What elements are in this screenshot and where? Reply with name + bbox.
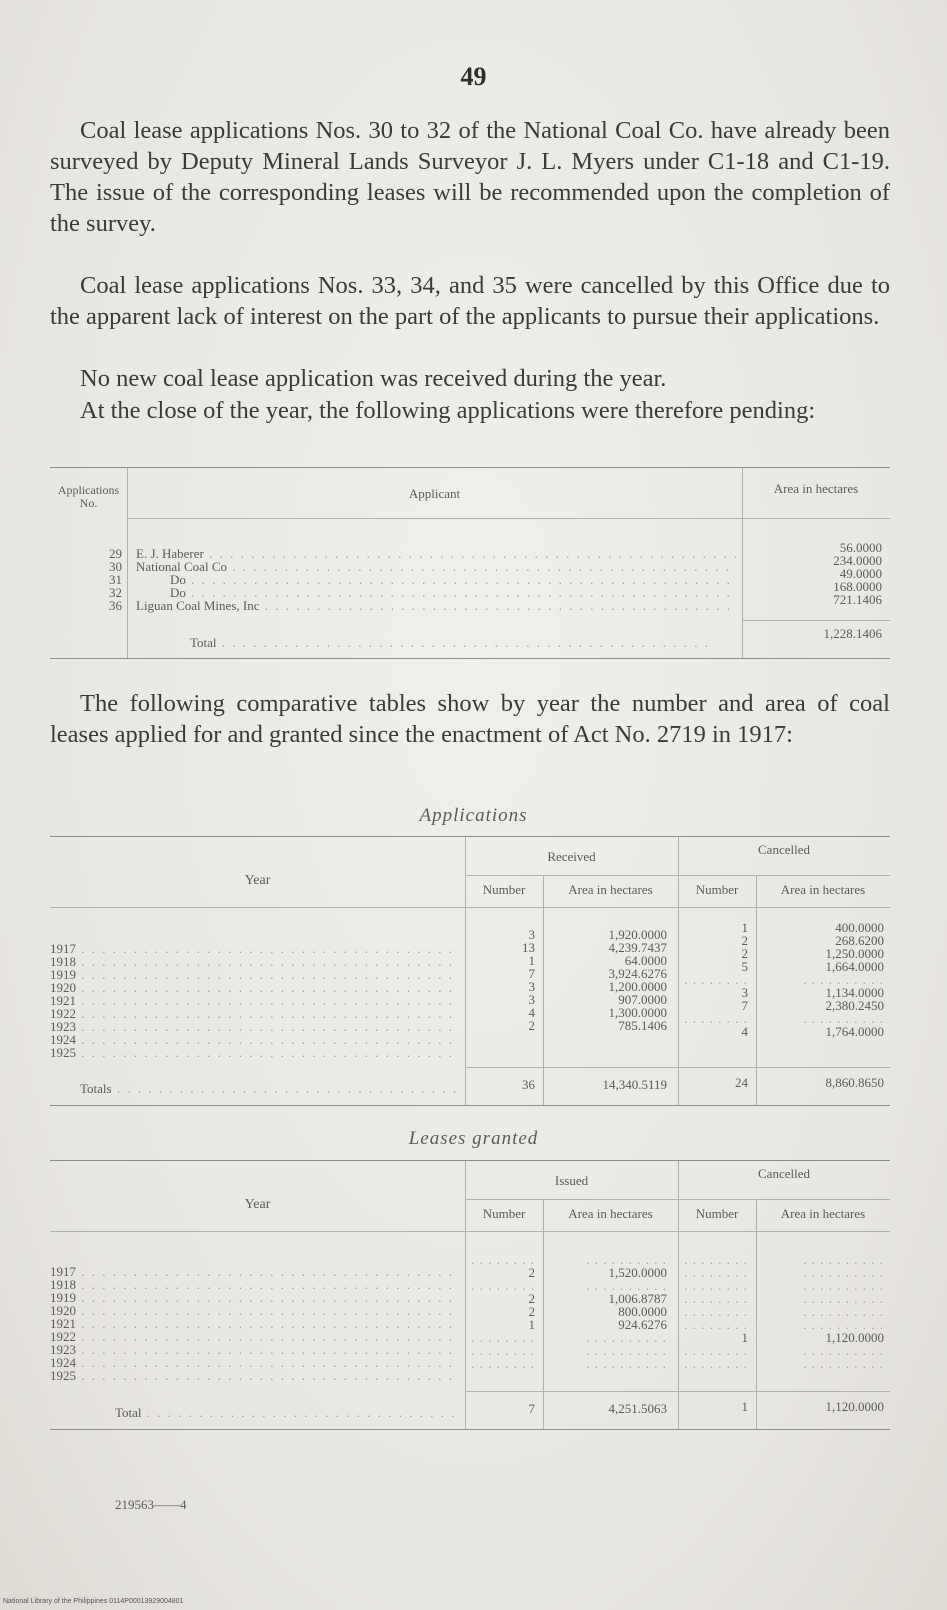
year-label: 1925 <box>50 1369 76 1382</box>
pending-row-number: 29 <box>109 546 122 561</box>
year-label: 1918 <box>50 955 76 968</box>
paragraph-pending-intro: At the close of the year, the following applications were therefore pending: <box>80 397 816 424</box>
pending-row-applicant: National Coal Co <box>136 559 227 574</box>
cancelled-number: . . . . . . . . <box>684 973 748 986</box>
issued-number: 2 <box>528 1304 535 1319</box>
cancelled-number: 4 <box>741 1024 748 1039</box>
year-label: 1919 <box>50 968 76 981</box>
year-row <box>50 1369 460 1382</box>
leases-total-issued-area: 4,251.5063 <box>608 1401 667 1416</box>
leases-cancelled-group-header: Cancelled <box>758 1166 810 1181</box>
received-number: 4 <box>528 1005 535 1020</box>
issued-number: . . . . . . . . <box>471 1331 535 1344</box>
received-number: 1 <box>528 953 535 968</box>
received-number: 3 <box>528 979 535 994</box>
issued-group-header: Issued <box>554 1173 589 1188</box>
pending-row-number: 31 <box>109 572 122 587</box>
received-number: 3 <box>528 927 535 942</box>
issued-number: . . . . . . . . <box>471 1357 535 1370</box>
pending-row-applicant: Do <box>170 572 186 587</box>
paragraph-comparative: The following comparative tables show by year the number and area of coal leases applied for and granted since the enactment of Act No. 2719 in 1917: <box>50 690 890 748</box>
issued-area: 1,520.0000 <box>608 1265 667 1280</box>
lease-cancelled-number: . . . . . . . . <box>684 1357 748 1370</box>
received-number: 2 <box>528 1018 535 1033</box>
lease-cancelled-number: . . . . . . . . <box>684 1292 748 1305</box>
issued-area: 1,006.8787 <box>608 1291 667 1306</box>
cancelled-area: . . . . . . . . . . <box>803 973 884 986</box>
applications-total-cancelled-area: 8,860.8650 <box>825 1075 884 1090</box>
year-row <box>50 981 460 994</box>
lease-cancelled-area: . . . . . . . . . . <box>803 1305 884 1318</box>
cancelled-number: 7 <box>741 998 748 1013</box>
year-row <box>50 942 460 955</box>
issued-area: . . . . . . . . . . <box>586 1253 667 1266</box>
lease-cancelled-number: . . . . . . . . <box>684 1253 748 1266</box>
leases-total-label: Total <box>115 1405 142 1420</box>
year-label: 1918 <box>50 1278 76 1291</box>
cancelled-number-header: Number <box>695 882 739 897</box>
year-row <box>50 1020 460 1033</box>
lease-cancelled-area: . . . . . . . . . . <box>803 1344 884 1357</box>
received-area: 907.0000 <box>618 992 667 1007</box>
cancelled-number: 2 <box>741 946 748 961</box>
applications-total-received-area: 14,340.5119 <box>602 1077 667 1092</box>
year-row <box>50 968 460 981</box>
received-area: 1,920.0000 <box>608 927 667 942</box>
lease-cancelled-number: . . . . . . . . <box>684 1305 748 1318</box>
year-row <box>50 1304 460 1317</box>
received-number: 7 <box>528 966 535 981</box>
pending-row-applicant: E. J. Haberer <box>136 546 204 561</box>
print-signature: 219563——4 <box>115 1497 187 1512</box>
pending-row-applicant: Liguan Coal Mines, Inc <box>136 598 260 613</box>
lease-cancelled-area: . . . . . . . . . . <box>803 1253 884 1266</box>
year-label: 1921 <box>50 1317 76 1330</box>
issued-area: . . . . . . . . . . <box>586 1279 667 1292</box>
year-label: 1920 <box>50 1304 76 1317</box>
pending-total-area: 1,228.1406 <box>823 626 882 641</box>
received-area: 785.1406 <box>618 1018 667 1033</box>
year-label: 1924 <box>50 1356 76 1369</box>
lease-cancelled-area: . . . . . . . . . . <box>803 1279 884 1292</box>
issued-number: . . . . . . . . <box>471 1344 535 1357</box>
applications-total-cancelled-number: 24 <box>735 1075 748 1090</box>
pending-row-applicant-cell <box>136 598 736 614</box>
lease-cancelled-number: . . . . . . . . <box>684 1266 748 1279</box>
cancelled-area-header: Area in hectares <box>780 882 866 897</box>
year-label: 1917 <box>50 942 76 955</box>
cancelled-group-header: Cancelled <box>758 842 810 857</box>
received-area: 1,300.0000 <box>608 1005 667 1020</box>
pending-row-area: 234.0000 <box>833 553 882 568</box>
lease-cancelled-number: 1 <box>741 1330 748 1345</box>
lease-cancelled-area: . . . . . . . . . . <box>803 1266 884 1279</box>
year-row <box>50 1265 460 1278</box>
received-area: 3,924.6276 <box>608 966 667 981</box>
year-label: 1922 <box>50 1007 76 1020</box>
pending-row-area: 168.0000 <box>833 579 882 594</box>
cancelled-area: 400.0000 <box>835 920 884 935</box>
pending-row-area: 56.0000 <box>839 540 882 555</box>
pending-row-number: 36 <box>109 598 122 613</box>
leases-total-row <box>115 1405 460 1421</box>
paragraph-no-new: No new coal lease application was received during the year. <box>80 365 667 392</box>
pending-row-area: 49.0000 <box>839 566 882 581</box>
pending-row-area: 721.1406 <box>833 592 882 607</box>
year-label: 1921 <box>50 994 76 1007</box>
scan-credit: National Library of the Philippines 0114P00013929004801 <box>3 1598 184 1605</box>
lease-cancelled-area: . . . . . . . . . . <box>803 1318 884 1331</box>
issued-area: 924.6276 <box>618 1317 667 1332</box>
year-row <box>50 955 460 968</box>
year-row <box>50 1330 460 1343</box>
year-row <box>50 994 460 1007</box>
issued-number: . . . . . . . . <box>471 1253 535 1266</box>
received-area-header: Area in hectares <box>568 882 653 897</box>
received-group-header: Received <box>547 849 596 864</box>
year-label: 1923 <box>50 1020 76 1033</box>
issued-area-header: Area in hectares <box>568 1206 653 1221</box>
leases-granted-table <box>50 1160 890 1430</box>
paragraph-cancelled: Coal lease applications Nos. 33, 34, and 35 were cancelled by this Office due to the apparent lack of interest on the part of the applicants to pursue their applications. <box>50 272 890 330</box>
year-row <box>50 1317 460 1330</box>
issued-number: 2 <box>528 1265 535 1280</box>
year-row <box>50 1356 460 1369</box>
year-row <box>50 1033 460 1046</box>
lease-cancelled-number: . . . . . . . . <box>684 1318 748 1331</box>
pending-row-number: 30 <box>109 559 122 574</box>
issued-number: 2 <box>528 1291 535 1306</box>
pending-row-number: 32 <box>109 585 122 600</box>
issued-area: 800.0000 <box>618 1304 667 1319</box>
applications-table <box>50 836 890 1106</box>
cancelled-area: 1,664.0000 <box>825 959 884 974</box>
leases-caption: Leases granted <box>408 1128 539 1149</box>
issued-area: . . . . . . . . . . <box>586 1344 667 1357</box>
pending-total-label: Total <box>190 635 217 650</box>
cancelled-number: . . . . . . . . <box>684 1012 748 1025</box>
cancelled-area: 268.6200 <box>835 933 884 948</box>
cancelled-area: 1,250.0000 <box>825 946 884 961</box>
issued-number: . . . . . . . . <box>471 1279 535 1292</box>
year-label: 1917 <box>50 1265 76 1278</box>
issued-number-header: Number <box>482 1206 526 1221</box>
cancelled-number: 1 <box>741 920 748 935</box>
cancelled-number: 2 <box>741 933 748 948</box>
received-number: 13 <box>522 940 535 955</box>
year-row <box>50 1343 460 1356</box>
header-area: Area in hectares <box>773 481 859 496</box>
paragraph-survey: Coal lease applications Nos. 30 to 32 of the National Coal Co. have already been surveyed by Deputy Mineral Lands Surveyor J. L. Myers under C1-18 and C1-19. The issue of the corresponding leases will be recommended upon the completion of the survey. <box>50 117 890 237</box>
year-label: 1925 <box>50 1046 76 1059</box>
lease-cancelled-number: . . . . . . . . <box>684 1279 748 1292</box>
leases-cancelled-number-header: Number <box>695 1206 739 1221</box>
year-label: 1924 <box>50 1033 76 1046</box>
cancelled-area: . . . . . . . . . . <box>803 1012 884 1025</box>
issued-area: . . . . . . . . . . <box>586 1357 667 1370</box>
leases-cancelled-area-header: Area in hectares <box>780 1206 866 1221</box>
page-number: 49 <box>460 62 487 91</box>
applications-caption: Applications <box>419 805 528 826</box>
leases-year-header: Year <box>244 1197 271 1212</box>
cancelled-area: 2,380.2450 <box>825 998 884 1013</box>
year-row <box>50 1007 460 1020</box>
lease-cancelled-number: . . . . . . . . <box>684 1344 748 1357</box>
issued-area: . . . . . . . . . . <box>586 1331 667 1344</box>
cancelled-area: 1,134.0000 <box>825 985 884 1000</box>
year-label: 1923 <box>50 1343 76 1356</box>
pending-row-applicant: Do <box>170 585 186 600</box>
received-number: 3 <box>528 992 535 1007</box>
leases-total-cancelled-number: 1 <box>741 1399 748 1414</box>
received-area: 4,239.7437 <box>608 940 667 955</box>
leases-total-issued-number: 7 <box>528 1401 535 1416</box>
received-area: 64.0000 <box>624 953 667 968</box>
pending-total-row <box>130 635 710 651</box>
applications-totals-label: Totals <box>80 1081 112 1096</box>
year-label: 1919 <box>50 1291 76 1304</box>
applications-total-received-number: 36 <box>522 1077 535 1092</box>
cancelled-number: 3 <box>741 985 748 1000</box>
year-label: 1922 <box>50 1330 76 1343</box>
cancelled-area: 1,764.0000 <box>825 1024 884 1039</box>
year-label: 1920 <box>50 981 76 994</box>
applications-totals-row <box>80 1081 460 1097</box>
received-number-header: Number <box>482 882 526 897</box>
issued-number: 1 <box>528 1317 535 1332</box>
lease-cancelled-area: . . . . . . . . . . <box>803 1292 884 1305</box>
year-row <box>50 1278 460 1291</box>
header-applicant: Applicant <box>408 486 461 501</box>
applications-year-header: Year <box>244 873 271 888</box>
year-row <box>50 1046 460 1059</box>
cancelled-number: 5 <box>741 959 748 974</box>
lease-cancelled-area: 1,120.0000 <box>825 1330 884 1345</box>
pending-applications-table <box>50 467 890 659</box>
header-applications-no: Applications No. <box>57 483 120 510</box>
received-area: 1,200.0000 <box>608 979 667 994</box>
leases-total-cancelled-area: 1,120.0000 <box>825 1399 884 1414</box>
year-row <box>50 1291 460 1304</box>
lease-cancelled-area: . . . . . . . . . . <box>803 1357 884 1370</box>
